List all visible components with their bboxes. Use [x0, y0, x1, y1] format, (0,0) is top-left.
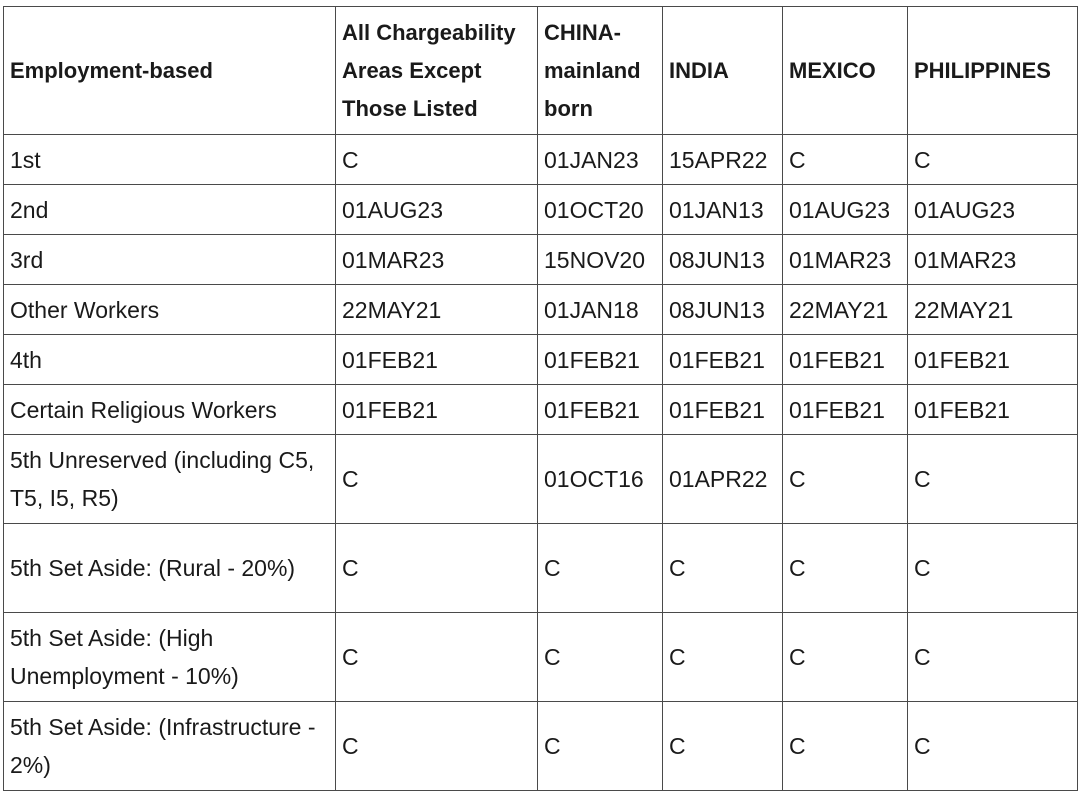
header-all-chargeability: All Chargeability Areas Except Those Listed	[336, 7, 538, 135]
cell-india: 01APR22	[663, 435, 783, 524]
row-label: 1st	[4, 135, 336, 185]
cell-all-chargeability: C	[336, 435, 538, 524]
cell-china: C	[538, 613, 663, 702]
row-label: Other Workers	[4, 285, 336, 335]
cell-mexico: C	[783, 135, 908, 185]
row-label: 5th Set Aside: (High Unemployment - 10%)	[4, 613, 336, 702]
row-label: 4th	[4, 335, 336, 385]
cell-china: 01FEB21	[538, 385, 663, 435]
cell-mexico: 01FEB21	[783, 335, 908, 385]
cell-philippines: C	[908, 613, 1078, 702]
cell-philippines: 01MAR23	[908, 235, 1078, 285]
cell-india: 08JUN13	[663, 285, 783, 335]
table-row	[4, 185, 1078, 235]
cell-mexico: 01FEB21	[783, 385, 908, 435]
row-label: 3rd	[4, 235, 336, 285]
header-employment-based: Employment-based	[4, 7, 336, 135]
cell-mexico: C	[783, 613, 908, 702]
visa-bulletin-table-container	[3, 6, 1078, 791]
row-label: 5th Set Aside: (Infrastructure - 2%)	[4, 702, 336, 791]
table-row	[4, 524, 1078, 613]
row-label: 5th Set Aside: (Rural - 20%)	[4, 524, 336, 613]
cell-philippines: C	[908, 702, 1078, 791]
header-row	[4, 7, 1078, 135]
cell-philippines: 22MAY21	[908, 285, 1078, 335]
table-row	[4, 235, 1078, 285]
cell-china: 01OCT16	[538, 435, 663, 524]
cell-mexico: C	[783, 702, 908, 791]
cell-philippines: 01FEB21	[908, 335, 1078, 385]
cell-india: C	[663, 524, 783, 613]
cell-mexico: 01MAR23	[783, 235, 908, 285]
cell-mexico: 01AUG23	[783, 185, 908, 235]
cell-china: C	[538, 702, 663, 791]
cell-philippines: 01AUG23	[908, 185, 1078, 235]
cell-all-chargeability: C	[336, 613, 538, 702]
cell-india: 08JUN13	[663, 235, 783, 285]
cell-india: 01JAN13	[663, 185, 783, 235]
header-china: CHINA-mainland born	[538, 7, 663, 135]
cell-india: 15APR22	[663, 135, 783, 185]
cell-china: 01JAN18	[538, 285, 663, 335]
cell-philippines: C	[908, 135, 1078, 185]
cell-all-chargeability: 01FEB21	[336, 335, 538, 385]
header-philippines: PHILIPPINES	[908, 7, 1078, 135]
cell-india: 01FEB21	[663, 385, 783, 435]
cell-all-chargeability: 01MAR23	[336, 235, 538, 285]
cell-philippines: C	[908, 435, 1078, 524]
table-row	[4, 613, 1078, 702]
table-row	[4, 135, 1078, 185]
cell-china: 01JAN23	[538, 135, 663, 185]
header-mexico: MEXICO	[783, 7, 908, 135]
table-row	[4, 702, 1078, 791]
cell-philippines: C	[908, 524, 1078, 613]
row-label: 5th Unreserved (including C5, T5, I5, R5)	[4, 435, 336, 524]
cell-all-chargeability: C	[336, 135, 538, 185]
employment-based-dates-table	[3, 6, 1078, 791]
table-row	[4, 385, 1078, 435]
cell-china: 01OCT20	[538, 185, 663, 235]
cell-all-chargeability: C	[336, 524, 538, 613]
table-row	[4, 335, 1078, 385]
cell-china: 15NOV20	[538, 235, 663, 285]
cell-mexico: 22MAY21	[783, 285, 908, 335]
cell-india: C	[663, 702, 783, 791]
table-row	[4, 285, 1078, 335]
cell-india: 01FEB21	[663, 335, 783, 385]
cell-philippines: 01FEB21	[908, 385, 1078, 435]
cell-all-chargeability: 01FEB21	[336, 385, 538, 435]
cell-china: C	[538, 524, 663, 613]
cell-all-chargeability: 22MAY21	[336, 285, 538, 335]
cell-mexico: C	[783, 435, 908, 524]
header-india: INDIA	[663, 7, 783, 135]
table-row	[4, 435, 1078, 524]
cell-india: C	[663, 613, 783, 702]
cell-all-chargeability: C	[336, 702, 538, 791]
row-label: 2nd	[4, 185, 336, 235]
cell-china: 01FEB21	[538, 335, 663, 385]
cell-mexico: C	[783, 524, 908, 613]
row-label: Certain Religious Workers	[4, 385, 336, 435]
cell-all-chargeability: 01AUG23	[336, 185, 538, 235]
